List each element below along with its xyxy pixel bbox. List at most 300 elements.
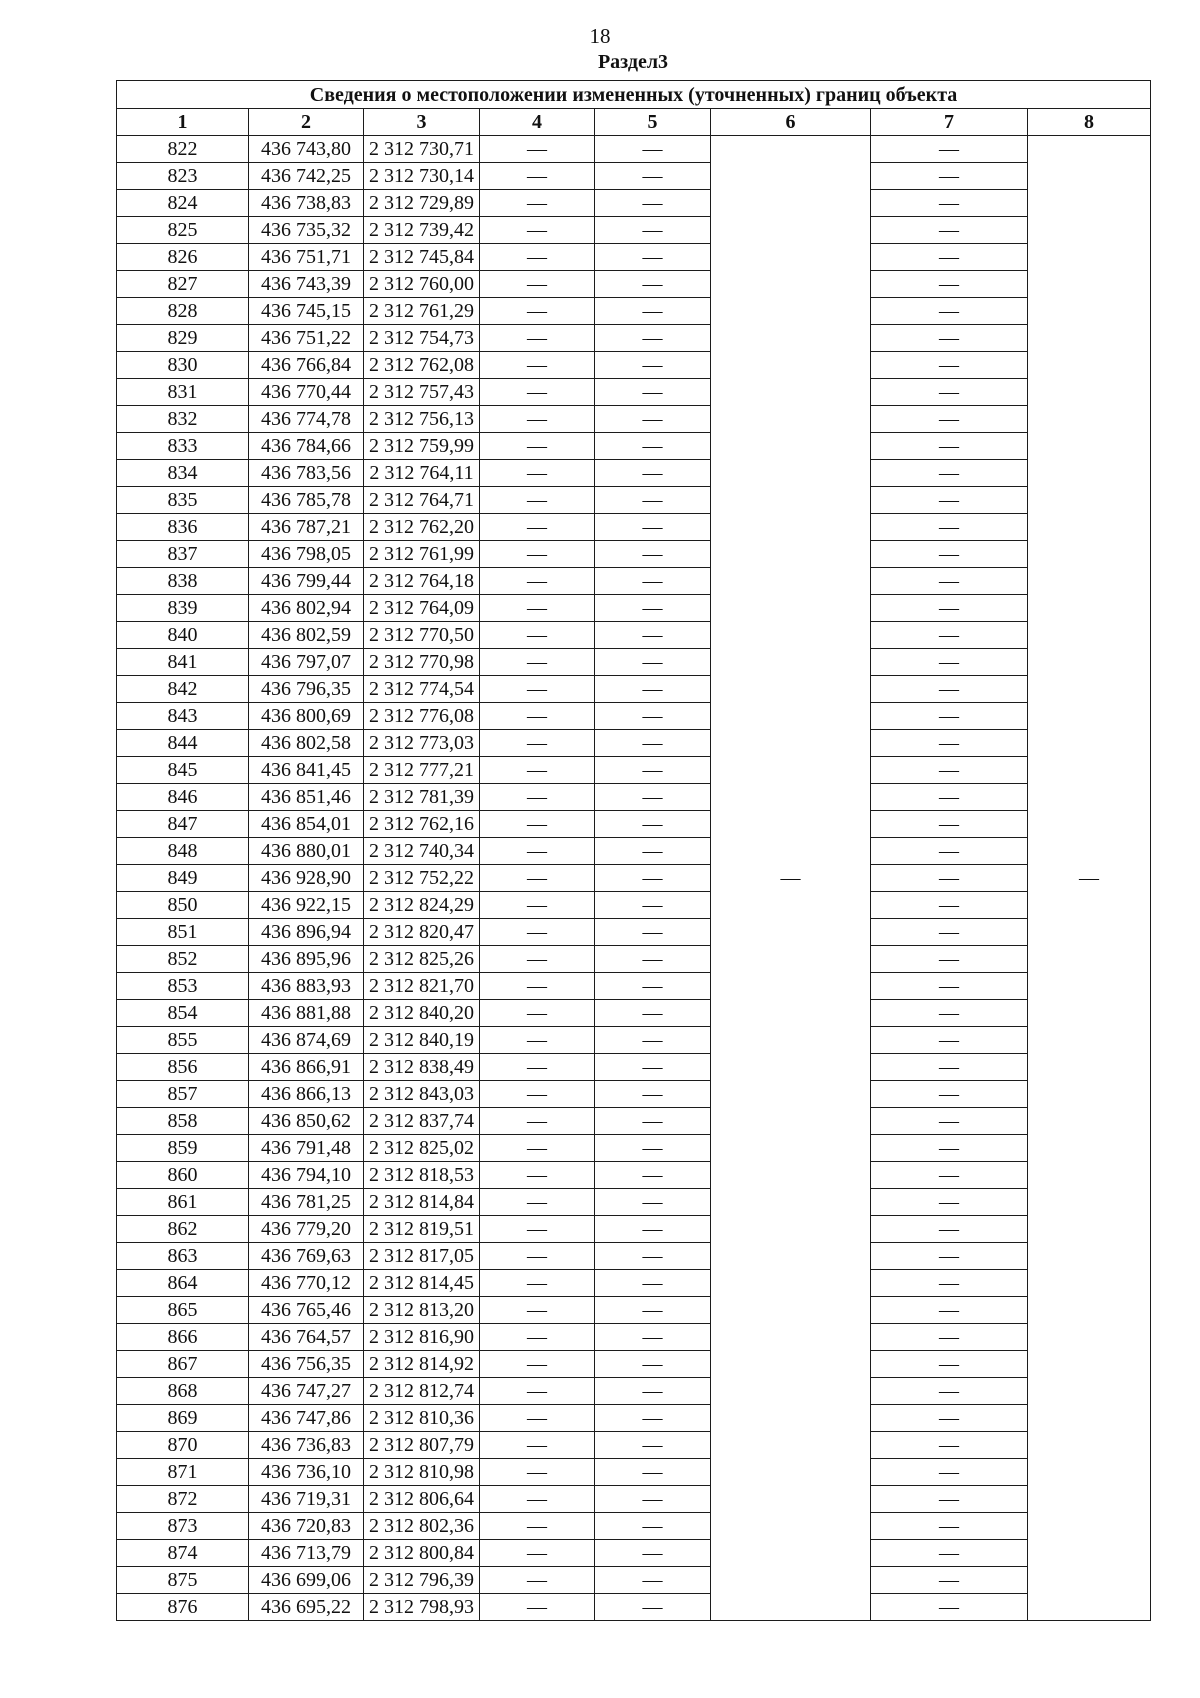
- col5-cell: —: [595, 1135, 711, 1162]
- table-row: [117, 406, 1151, 433]
- y-coordinate-cell: 2 312 798,93: [364, 1594, 480, 1621]
- col7-cell: —: [871, 244, 1028, 271]
- y-coordinate-cell: 2 312 819,51: [364, 1216, 480, 1243]
- point-number-cell: 853: [117, 973, 249, 1000]
- col7-cell: —: [871, 1405, 1028, 1432]
- x-coordinate-cell: 436 736,83: [249, 1432, 364, 1459]
- table-row: [117, 1135, 1151, 1162]
- col8-merged-cell: —: [1028, 136, 1151, 1621]
- col4-cell: —: [480, 784, 595, 811]
- col5-cell: —: [595, 1432, 711, 1459]
- col7-cell: —: [871, 1540, 1028, 1567]
- col4-cell: —: [480, 244, 595, 271]
- col7-cell: —: [871, 1108, 1028, 1135]
- x-coordinate-cell: 436 799,44: [249, 568, 364, 595]
- table-row: [117, 1081, 1151, 1108]
- point-number-cell: 872: [117, 1486, 249, 1513]
- column-header-3: 3: [364, 109, 480, 136]
- x-coordinate-cell: 436 738,83: [249, 190, 364, 217]
- table-row: [117, 433, 1151, 460]
- col4-cell: —: [480, 811, 595, 838]
- col7-cell: —: [871, 1270, 1028, 1297]
- table-row: [117, 973, 1151, 1000]
- point-number-cell: 845: [117, 757, 249, 784]
- x-coordinate-cell: 436 895,96: [249, 946, 364, 973]
- col5-cell: —: [595, 406, 711, 433]
- col4-cell: —: [480, 1297, 595, 1324]
- col7-cell: —: [871, 1567, 1028, 1594]
- col5-cell: —: [595, 190, 711, 217]
- point-number-cell: 840: [117, 622, 249, 649]
- point-number-cell: 822: [117, 136, 249, 163]
- y-coordinate-cell: 2 312 781,39: [364, 784, 480, 811]
- x-coordinate-cell: 436 802,59: [249, 622, 364, 649]
- col4-cell: —: [480, 1108, 595, 1135]
- point-number-cell: 869: [117, 1405, 249, 1432]
- point-number-cell: 852: [117, 946, 249, 973]
- y-coordinate-cell: 2 312 745,84: [364, 244, 480, 271]
- col4-cell: —: [480, 514, 595, 541]
- x-coordinate-cell: 436 747,86: [249, 1405, 364, 1432]
- point-number-cell: 831: [117, 379, 249, 406]
- col4-cell: —: [480, 298, 595, 325]
- col5-cell: —: [595, 1513, 711, 1540]
- col7-cell: —: [871, 973, 1028, 1000]
- page-number: 18: [589, 24, 611, 48]
- y-coordinate-cell: 2 312 825,26: [364, 946, 480, 973]
- y-coordinate-cell: 2 312 838,49: [364, 1054, 480, 1081]
- col4-cell: —: [480, 1351, 595, 1378]
- col4-cell: —: [480, 1594, 595, 1621]
- col7-cell: —: [871, 1162, 1028, 1189]
- col5-cell: —: [595, 298, 711, 325]
- col4-cell: —: [480, 163, 595, 190]
- col5-cell: —: [595, 1027, 711, 1054]
- col7-cell: —: [871, 892, 1028, 919]
- point-number-cell: 826: [117, 244, 249, 271]
- column-header-4: 4: [480, 109, 595, 136]
- table-row: [117, 163, 1151, 190]
- col5-cell: —: [595, 1054, 711, 1081]
- table-row: [117, 379, 1151, 406]
- column-header-2: 2: [249, 109, 364, 136]
- col7-cell: —: [871, 919, 1028, 946]
- x-coordinate-cell: 436 756,35: [249, 1351, 364, 1378]
- table-row: [117, 1162, 1151, 1189]
- col5-cell: —: [595, 649, 711, 676]
- point-number-cell: 866: [117, 1324, 249, 1351]
- table-row: [117, 1000, 1151, 1027]
- point-number-cell: 864: [117, 1270, 249, 1297]
- col4-cell: —: [480, 1540, 595, 1567]
- x-coordinate-cell: 436 783,56: [249, 460, 364, 487]
- col4-cell: —: [480, 1513, 595, 1540]
- col4-cell: —: [480, 1054, 595, 1081]
- y-coordinate-cell: 2 312 807,79: [364, 1432, 480, 1459]
- col7-cell: —: [871, 217, 1028, 244]
- point-number-cell: 829: [117, 325, 249, 352]
- y-coordinate-cell: 2 312 810,36: [364, 1405, 480, 1432]
- col4-cell: —: [480, 487, 595, 514]
- x-coordinate-cell: 436 720,83: [249, 1513, 364, 1540]
- table-row: [117, 1297, 1151, 1324]
- col4-cell: —: [480, 460, 595, 487]
- y-coordinate-cell: 2 312 752,22: [364, 865, 480, 892]
- col7-cell: —: [871, 406, 1028, 433]
- table-row: [117, 1351, 1151, 1378]
- x-coordinate-cell: 436 751,22: [249, 325, 364, 352]
- y-coordinate-cell: 2 312 817,05: [364, 1243, 480, 1270]
- x-coordinate-cell: 436 719,31: [249, 1486, 364, 1513]
- point-number-cell: 846: [117, 784, 249, 811]
- point-number-cell: 867: [117, 1351, 249, 1378]
- col5-cell: —: [595, 352, 711, 379]
- col4-cell: —: [480, 190, 595, 217]
- table-title-row: [117, 81, 1151, 109]
- table-row: [117, 514, 1151, 541]
- point-number-cell: 827: [117, 271, 249, 298]
- x-coordinate-cell: 436 742,25: [249, 163, 364, 190]
- point-number-cell: 834: [117, 460, 249, 487]
- col7-cell: —: [871, 1135, 1028, 1162]
- x-coordinate-cell: 436 785,78: [249, 487, 364, 514]
- x-coordinate-cell: 436 735,32: [249, 217, 364, 244]
- col5-cell: —: [595, 892, 711, 919]
- y-coordinate-cell: 2 312 806,64: [364, 1486, 480, 1513]
- column-header-8: 8: [1028, 109, 1151, 136]
- table-row: [117, 838, 1151, 865]
- col5-cell: —: [595, 1351, 711, 1378]
- point-number-cell: 870: [117, 1432, 249, 1459]
- col5-cell: —: [595, 838, 711, 865]
- col5-cell: —: [595, 1486, 711, 1513]
- point-number-cell: 856: [117, 1054, 249, 1081]
- point-number-cell: 823: [117, 163, 249, 190]
- point-number-cell: 858: [117, 1108, 249, 1135]
- col5-cell: —: [595, 1297, 711, 1324]
- col5-cell: —: [595, 325, 711, 352]
- col7-cell: —: [871, 298, 1028, 325]
- col4-cell: —: [480, 892, 595, 919]
- x-coordinate-cell: 436 922,15: [249, 892, 364, 919]
- col5-cell: —: [595, 622, 711, 649]
- col4-cell: —: [480, 676, 595, 703]
- y-coordinate-cell: 2 312 764,18: [364, 568, 480, 595]
- col5-cell: —: [595, 1324, 711, 1351]
- x-coordinate-cell: 436 784,66: [249, 433, 364, 460]
- table-row: [117, 1540, 1151, 1567]
- col4-cell: —: [480, 622, 595, 649]
- point-number-cell: 843: [117, 703, 249, 730]
- x-coordinate-cell: 436 851,46: [249, 784, 364, 811]
- y-coordinate-cell: 2 312 729,89: [364, 190, 480, 217]
- point-number-cell: 865: [117, 1297, 249, 1324]
- y-coordinate-cell: 2 312 777,21: [364, 757, 480, 784]
- col4-cell: —: [480, 217, 595, 244]
- point-number-cell: 863: [117, 1243, 249, 1270]
- y-coordinate-cell: 2 312 812,74: [364, 1378, 480, 1405]
- col7-cell: —: [871, 757, 1028, 784]
- col4-cell: —: [480, 568, 595, 595]
- col5-cell: —: [595, 703, 711, 730]
- y-coordinate-cell: 2 312 764,71: [364, 487, 480, 514]
- col5-cell: —: [595, 1378, 711, 1405]
- point-number-cell: 860: [117, 1162, 249, 1189]
- y-coordinate-cell: 2 312 813,20: [364, 1297, 480, 1324]
- col7-cell: —: [871, 163, 1028, 190]
- col4-cell: —: [480, 865, 595, 892]
- y-coordinate-cell: 2 312 754,73: [364, 325, 480, 352]
- y-coordinate-cell: 2 312 825,02: [364, 1135, 480, 1162]
- col4-cell: —: [480, 541, 595, 568]
- y-coordinate-cell: 2 312 762,08: [364, 352, 480, 379]
- col4-cell: —: [480, 1162, 595, 1189]
- y-coordinate-cell: 2 312 802,36: [364, 1513, 480, 1540]
- col5-cell: —: [595, 1270, 711, 1297]
- col5-cell: —: [595, 1081, 711, 1108]
- y-coordinate-cell: 2 312 796,39: [364, 1567, 480, 1594]
- column-header-5: 5: [595, 109, 711, 136]
- point-number-cell: 876: [117, 1594, 249, 1621]
- col4-cell: —: [480, 757, 595, 784]
- col4-cell: —: [480, 595, 595, 622]
- point-number-cell: 833: [117, 433, 249, 460]
- col7-cell: —: [871, 1000, 1028, 1027]
- y-coordinate-cell: 2 312 759,99: [364, 433, 480, 460]
- column-header-7: 7: [871, 109, 1028, 136]
- boundary-coordinates-table: [116, 80, 1151, 1621]
- x-coordinate-cell: 436 796,35: [249, 676, 364, 703]
- x-coordinate-cell: 436 751,71: [249, 244, 364, 271]
- col7-cell: —: [871, 1513, 1028, 1540]
- col4-cell: —: [480, 1000, 595, 1027]
- col5-cell: —: [595, 1540, 711, 1567]
- point-number-cell: 842: [117, 676, 249, 703]
- column-number-row: [117, 109, 1151, 136]
- col7-cell: —: [871, 946, 1028, 973]
- table-row: [117, 730, 1151, 757]
- col5-cell: —: [595, 973, 711, 1000]
- table-row: [117, 1243, 1151, 1270]
- col7-cell: —: [871, 1216, 1028, 1243]
- x-coordinate-cell: 436 736,10: [249, 1459, 364, 1486]
- col5-cell: —: [595, 541, 711, 568]
- x-coordinate-cell: 436 866,91: [249, 1054, 364, 1081]
- point-number-cell: 871: [117, 1459, 249, 1486]
- col5-cell: —: [595, 784, 711, 811]
- col5-cell: —: [595, 568, 711, 595]
- col4-cell: —: [480, 379, 595, 406]
- col7-cell: —: [871, 1432, 1028, 1459]
- point-number-cell: 849: [117, 865, 249, 892]
- col7-cell: —: [871, 1027, 1028, 1054]
- point-number-cell: 825: [117, 217, 249, 244]
- col4-cell: —: [480, 1270, 595, 1297]
- point-number-cell: 844: [117, 730, 249, 757]
- x-coordinate-cell: 436 695,22: [249, 1594, 364, 1621]
- table-row: [117, 541, 1151, 568]
- table-row: [117, 217, 1151, 244]
- table-row: [117, 703, 1151, 730]
- point-number-cell: 841: [117, 649, 249, 676]
- col7-cell: —: [871, 352, 1028, 379]
- col5-cell: —: [595, 487, 711, 514]
- x-coordinate-cell: 436 850,62: [249, 1108, 364, 1135]
- table-row: [117, 136, 1151, 163]
- point-number-cell: 839: [117, 595, 249, 622]
- x-coordinate-cell: 436 713,79: [249, 1540, 364, 1567]
- y-coordinate-cell: 2 312 740,34: [364, 838, 480, 865]
- col4-cell: —: [480, 1324, 595, 1351]
- point-number-cell: 838: [117, 568, 249, 595]
- point-number-cell: 836: [117, 514, 249, 541]
- table-row: [117, 784, 1151, 811]
- col7-cell: —: [871, 271, 1028, 298]
- table-row: [117, 1324, 1151, 1351]
- x-coordinate-cell: 436 883,93: [249, 973, 364, 1000]
- col7-cell: —: [871, 1297, 1028, 1324]
- y-coordinate-cell: 2 312 762,16: [364, 811, 480, 838]
- y-coordinate-cell: 2 312 762,20: [364, 514, 480, 541]
- col7-cell: —: [871, 676, 1028, 703]
- y-coordinate-cell: 2 312 761,29: [364, 298, 480, 325]
- col7-cell: —: [871, 568, 1028, 595]
- col6-merged-cell: —: [711, 136, 871, 1621]
- x-coordinate-cell: 436 798,05: [249, 541, 364, 568]
- table-row: [117, 325, 1151, 352]
- table-row: [117, 1054, 1151, 1081]
- col7-cell: —: [871, 1054, 1028, 1081]
- table-row: [117, 1432, 1151, 1459]
- col5-cell: —: [595, 163, 711, 190]
- col4-cell: —: [480, 1378, 595, 1405]
- section-title: Раздел3: [597, 51, 669, 73]
- col7-cell: —: [871, 1486, 1028, 1513]
- y-coordinate-cell: 2 312 764,09: [364, 595, 480, 622]
- table-row: [117, 1567, 1151, 1594]
- point-number-cell: 830: [117, 352, 249, 379]
- col5-cell: —: [595, 865, 711, 892]
- table-head: [117, 81, 1151, 136]
- y-coordinate-cell: 2 312 776,08: [364, 703, 480, 730]
- col5-cell: —: [595, 811, 711, 838]
- col4-cell: —: [480, 1405, 595, 1432]
- col4-cell: —: [480, 1432, 595, 1459]
- y-coordinate-cell: 2 312 773,03: [364, 730, 480, 757]
- table-row: [117, 892, 1151, 919]
- table-row: [117, 1513, 1151, 1540]
- y-coordinate-cell: 2 312 739,42: [364, 217, 480, 244]
- col5-cell: —: [595, 1162, 711, 1189]
- y-coordinate-cell: 2 312 770,98: [364, 649, 480, 676]
- col4-cell: —: [480, 1189, 595, 1216]
- col4-cell: —: [480, 1486, 595, 1513]
- x-coordinate-cell: 436 854,01: [249, 811, 364, 838]
- col4-cell: —: [480, 838, 595, 865]
- point-number-cell: 850: [117, 892, 249, 919]
- col7-cell: —: [871, 514, 1028, 541]
- table-row: [117, 1486, 1151, 1513]
- col5-cell: —: [595, 1108, 711, 1135]
- col4-cell: —: [480, 325, 595, 352]
- col4-cell: —: [480, 1459, 595, 1486]
- y-coordinate-cell: 2 312 814,84: [364, 1189, 480, 1216]
- col4-cell: —: [480, 730, 595, 757]
- col7-cell: —: [871, 622, 1028, 649]
- table-row: [117, 1216, 1151, 1243]
- x-coordinate-cell: 436 774,78: [249, 406, 364, 433]
- col7-cell: —: [871, 487, 1028, 514]
- point-number-cell: 837: [117, 541, 249, 568]
- point-number-cell: 862: [117, 1216, 249, 1243]
- y-coordinate-cell: 2 312 730,14: [364, 163, 480, 190]
- table-row: [117, 946, 1151, 973]
- col7-cell: —: [871, 1459, 1028, 1486]
- y-coordinate-cell: 2 312 730,71: [364, 136, 480, 163]
- col7-cell: —: [871, 838, 1028, 865]
- x-coordinate-cell: 436 802,58: [249, 730, 364, 757]
- x-coordinate-cell: 436 881,88: [249, 1000, 364, 1027]
- col7-cell: —: [871, 1378, 1028, 1405]
- table-row: [117, 1378, 1151, 1405]
- col7-cell: —: [871, 1189, 1028, 1216]
- x-coordinate-cell: 436 787,21: [249, 514, 364, 541]
- col4-cell: —: [480, 1216, 595, 1243]
- point-number-cell: 859: [117, 1135, 249, 1162]
- col5-cell: —: [595, 433, 711, 460]
- x-coordinate-cell: 436 765,46: [249, 1297, 364, 1324]
- col4-cell: —: [480, 433, 595, 460]
- x-coordinate-cell: 436 866,13: [249, 1081, 364, 1108]
- y-coordinate-cell: 2 312 760,00: [364, 271, 480, 298]
- y-coordinate-cell: 2 312 800,84: [364, 1540, 480, 1567]
- col7-cell: —: [871, 325, 1028, 352]
- table-row: [117, 1189, 1151, 1216]
- point-number-cell: 868: [117, 1378, 249, 1405]
- x-coordinate-cell: 436 745,15: [249, 298, 364, 325]
- y-coordinate-cell: 2 312 756,13: [364, 406, 480, 433]
- table-row: [117, 298, 1151, 325]
- col5-cell: —: [595, 514, 711, 541]
- point-number-cell: 857: [117, 1081, 249, 1108]
- col7-cell: —: [871, 1324, 1028, 1351]
- y-coordinate-cell: 2 312 810,98: [364, 1459, 480, 1486]
- table-row: [117, 244, 1151, 271]
- y-coordinate-cell: 2 312 774,54: [364, 676, 480, 703]
- col7-cell: —: [871, 784, 1028, 811]
- y-coordinate-cell: 2 312 840,19: [364, 1027, 480, 1054]
- point-number-cell: 854: [117, 1000, 249, 1027]
- x-coordinate-cell: 436 747,27: [249, 1378, 364, 1405]
- x-coordinate-cell: 436 766,84: [249, 352, 364, 379]
- col7-cell: —: [871, 703, 1028, 730]
- col4-cell: —: [480, 406, 595, 433]
- col4-cell: —: [480, 973, 595, 1000]
- col4-cell: —: [480, 1567, 595, 1594]
- x-coordinate-cell: 436 764,57: [249, 1324, 364, 1351]
- table-title: Сведения о местоположении измененных (уточненных) границ объекта: [117, 81, 1151, 109]
- col7-cell: —: [871, 433, 1028, 460]
- col5-cell: —: [595, 244, 711, 271]
- col7-cell: —: [871, 1351, 1028, 1378]
- table-row: [117, 352, 1151, 379]
- col5-cell: —: [595, 1000, 711, 1027]
- col5-cell: —: [595, 1216, 711, 1243]
- x-coordinate-cell: 436 770,12: [249, 1270, 364, 1297]
- x-coordinate-cell: 436 800,69: [249, 703, 364, 730]
- table-row: [117, 1459, 1151, 1486]
- col7-cell: —: [871, 1594, 1028, 1621]
